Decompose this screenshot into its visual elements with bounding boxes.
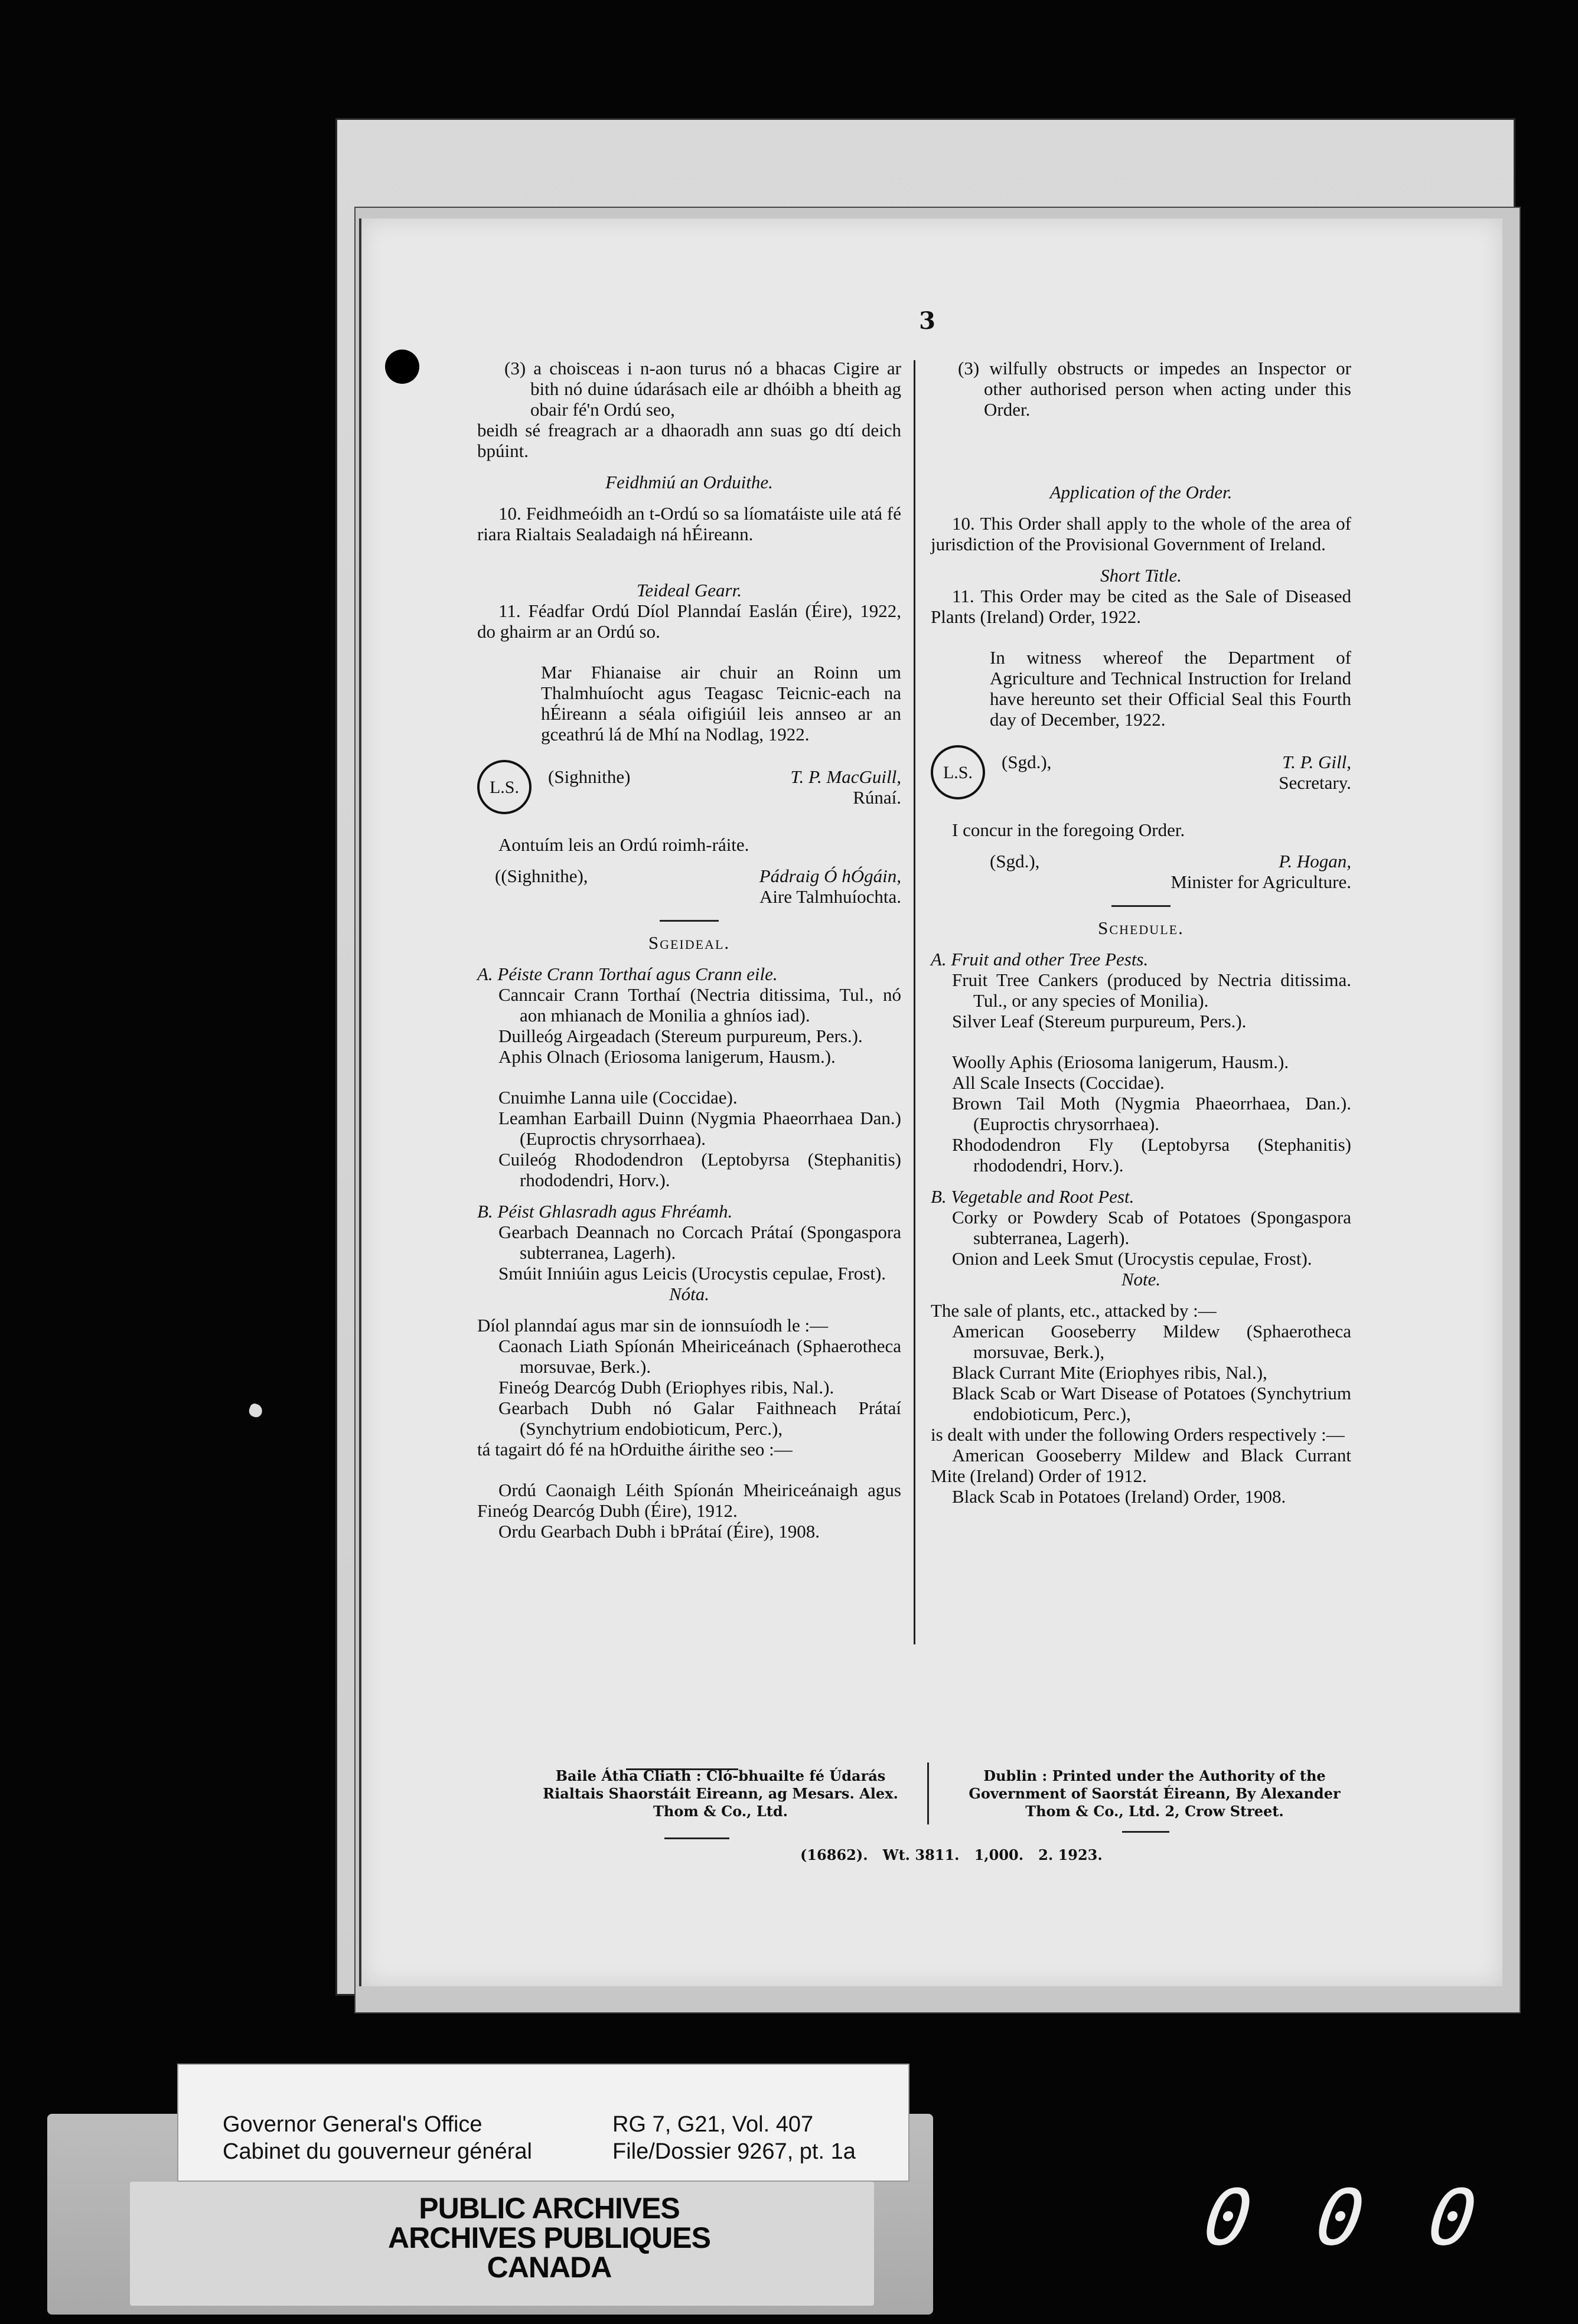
schedule-item: Aphis Olnach (Eriosoma lanigerum, Hausm.). (498, 1046, 836, 1067)
concurrence: I concur in the foregoing Order. (952, 820, 1185, 840)
concurrence-signature (477, 866, 901, 907)
paragraph-10: 10. This Order shall apply to the whole of the area of jurisdiction of the Provisional Government of Ireland. (931, 513, 1351, 554)
concur-signed-label: (Sgd.), (990, 851, 1040, 872)
paragraph-10: 10. Feidhmeóidh an t-Ordú so sa líomatáiste uile atá fé riara Rialtais Sealadaigh ná hÉireann. (477, 503, 901, 544)
heading-application: Application of the Order. (1049, 482, 1233, 502)
note-item: American Gooseberry Mildew (Sphaerotheca morsuvae, Berk.), (952, 1321, 1351, 1362)
archive-stamp-line: ARCHIVES PUBLIQUES (388, 2221, 710, 2254)
schedule-item: Corky or Powdery Scab of Potatoes (Spongaspora subterranea, Lagerh). (952, 1207, 1351, 1248)
imprint-rule-right (1122, 1831, 1169, 1833)
penalty-tail: beidh sé freagrach ar a dhaoradh ann suas go dtí deich bpúint. (477, 420, 901, 461)
office-fr: Cabinet du gouverneur général (223, 2139, 532, 2164)
concur-signed-label: ((Sighnithe), (495, 866, 588, 886)
penalty-item: (3) a choisceas i n-aon turus nó a bhacas Cigire ar bith nó duine údarásach eile ar dhóibh a bheith ag obair fé'n Ordú seo, (504, 358, 901, 420)
minister-title: Aire Talmhuíochta. (759, 886, 901, 907)
minister-title: Minister for Agriculture. (1171, 872, 1351, 892)
concurrence-signature (931, 851, 1351, 892)
heading-application: Feidhmiú an Orduithe. (605, 472, 773, 492)
film-speck (247, 1402, 264, 1419)
office-en: Governor General's Office (223, 2112, 482, 2137)
schedule-item: Brown Tail Moth (Nygmia Phaeorrhaea, Dan.). (Euproctis chrysorrhaea). (952, 1093, 1351, 1134)
paragraph-11: 11. This Order may be cited as the Sale of Diseased Plants (Ireland) Order, 1922. (931, 586, 1351, 627)
print-code: (16862). Wt. 3811. 1,000. 2. 1923. (800, 1846, 1103, 1863)
official-seal: L.S. (477, 760, 532, 814)
separator-rule (1111, 905, 1171, 907)
archive-stamp-line: CANADA (487, 2251, 612, 2284)
archive-stamp (348, 2194, 750, 2282)
seal-signature-row (477, 760, 901, 814)
note-intro: Díol planndaí agus mar sin de ionnsuíodh le :— (477, 1315, 829, 1336)
note-heading: Note. (1121, 1269, 1161, 1290)
note-item: Gearbach Dubh nó Galar Faithneach Prátaí (Synchytrium endobioticum, Perc.), (498, 1398, 901, 1439)
record-group-reference: RG 7, G21, Vol. 407 (612, 2112, 814, 2137)
file-reference: File/Dossier 9267, pt. 1a (612, 2139, 856, 2164)
office-labels (223, 2111, 532, 2165)
schedule-item: Onion and Leek Smut (Urocystis cepulae, Frost). (952, 1248, 1312, 1269)
schedule-item: Smúit Inniúin agus Leicis (Urocystis cepulae, Frost). (498, 1263, 886, 1284)
schedule-item: Leamhan Earbaill Duinn (Nygmia Phaeorrhaea Dan.) (Euproctis chrysorrhaea). (498, 1108, 901, 1149)
page-number: 3 (919, 307, 935, 335)
note-item: Caonach Liath Spíonán Mheiriceánach (Sphaerotheca morsuvae, Berk.). (498, 1336, 901, 1377)
signature (532, 766, 901, 808)
frame-counter-digit: 0 (1423, 2173, 1482, 2263)
schedule-item: All Scale Insects (Coccidae). (952, 1072, 1165, 1093)
signed-label: (Sgd.), (1002, 752, 1052, 772)
note-intro: The sale of plants, etc., attacked by :— (931, 1300, 1217, 1321)
frame-counter-digit: 0 (1198, 2173, 1257, 2263)
note-item: Black Currant Mite (Eriophyes ribis, Nal.), (952, 1362, 1267, 1383)
minister (1171, 851, 1351, 892)
heading-short-title: Short Title. (1100, 565, 1182, 586)
witness-clause: Mar Fhianaise air chuir an Roinn um Thalmhuíocht agus Teagasc Teicnic-each na hÉireann a séala oifigiúil leis annseo ar an gceathrú lá de Mhí na Nodlag, 1922. (541, 662, 901, 745)
imprint-irish: Baile Átha Cliath : Cló-bhuailte fé Údarás Rialtais Shaorstáit Eireann, ag Mesars. Alex. Thom & Co., Ltd. (543, 1767, 898, 1820)
order-reference: American Gooseberry Mildew and Black Currant Mite (Ireland) Order of 1912. (931, 1445, 1351, 1486)
schedule-item: Canncair Crann Torthaí (Nectria ditissima, Tul., nó aon mhianach de Monilia a ghníos iad). (498, 984, 901, 1026)
signatory-name: T. P. Gill, (1282, 752, 1351, 772)
note-item: Black Scab or Wart Disease of Potatoes (Synchytrium endobioticum, Perc.), (952, 1383, 1351, 1424)
seal-signature-row (931, 745, 1351, 799)
order-reference: Ordu Gearbach Dubh i bPrátaí (Éire), 1908. (498, 1521, 820, 1542)
signature (985, 752, 1351, 793)
imprint-english: Dublin : Printed under the Authority of the Government of Saorstát Éireann, By Alexander Thom & Co., Ltd. 2, Crow Street. (969, 1767, 1341, 1820)
signed-label: (Sighnithe) (548, 766, 631, 787)
schedule-section-a: A. Fruit and other Tree Pests. (931, 949, 1149, 970)
note-tail: tá tagairt dó fé na hOrduithe áirithe seo :— (477, 1439, 793, 1460)
schedule-item: Gearbach Deannach no Corcach Prátaí (Spongaspora subterranea, Lagerh). (498, 1222, 901, 1263)
order-reference: Ordú Caonaigh Léith Spíonán Mheiriceánaigh agus Fineóg Dearcóg Dubh (Éire), 1912. (477, 1480, 901, 1521)
archive-stamp-line: PUBLIC ARCHIVES (419, 2192, 680, 2225)
signatory-name: T. P. MacGuill, (790, 766, 901, 787)
english-column (931, 358, 1351, 1507)
minister (759, 866, 901, 907)
official-seal: L.S. (931, 745, 985, 799)
separator-rule (660, 920, 719, 922)
schedule-section-b: B. Péist Ghlasradh agus Fhréamh. (477, 1201, 733, 1222)
schedule-item: Rhododendron Fly (Leptobyrsa (Stephanitis) rhododendri, Horv.). (952, 1134, 1351, 1176)
schedule-item: Cnuimhe Lanna uile (Coccidae). (498, 1087, 738, 1108)
schedule-item: Fruit Tree Cankers (produced by Nectria ditissima. Tul., or any species of Monilia). (952, 970, 1351, 1011)
schedule-item: Silver Leaf (Stereum purpureum, Pers.). (952, 1011, 1247, 1032)
punch-hole (385, 350, 419, 384)
witness-clause: In witness whereof the Department of Agriculture and Technical Instruction for Ireland have hereunto set their Official Seal this Fourth day of December, 1922. (990, 647, 1351, 730)
signatory (1279, 752, 1351, 793)
note-item: Fineóg Dearcóg Dubh (Eriophyes ribis, Nal.). (498, 1377, 834, 1398)
signatory-title: Secretary. (1279, 772, 1351, 793)
schedule-heading: Schedule. (1098, 918, 1184, 938)
minister-name: Pádraig Ó hÓgáin, (759, 866, 901, 886)
schedule-heading: Sgeideal. (648, 932, 731, 953)
minister-name: P. Hogan, (1279, 851, 1351, 872)
order-reference: Black Scab in Potatoes (Ireland) Order, 1908. (952, 1486, 1286, 1507)
reference-labels (612, 2111, 856, 2165)
note-heading: Nóta. (669, 1284, 710, 1304)
archive-label-card (177, 2064, 909, 2182)
note-tail: is dealt with under the following Orders respectively :— (931, 1424, 1345, 1445)
signatory-title: Rúnaí. (853, 787, 901, 808)
imprint-divider (927, 1762, 929, 1824)
schedule-item: Duilleóg Airgeadach (Stereum purpureum, Pers.). (498, 1026, 863, 1046)
column-divider (914, 360, 915, 1644)
schedule-item: Woolly Aphis (Eriosoma lanigerum, Hausm.). (952, 1052, 1289, 1072)
irish-column (477, 358, 901, 1542)
schedule-section-b: B. Vegetable and Root Pest. (931, 1186, 1134, 1207)
schedule-section-a: A. Péiste Crann Torthaí agus Crann eile. (477, 964, 778, 984)
frame-counter-digit: 0 (1310, 2173, 1370, 2263)
imprint-rule-bottom (664, 1837, 729, 1839)
paragraph-11: 11. Féadfar Ordú Díol Planndaí Easlán (Éire), 1922, do ghairm ar an Ordú so. (477, 600, 901, 642)
penalty-item: (3) wilfully obstructs or impedes an Inspector or other authorised person when acting under this Order. (958, 358, 1351, 420)
concurrence: Aontuím leis an Ordú roimh-ráite. (498, 834, 749, 855)
schedule-item: Cuileóg Rhododendron (Leptobyrsa (Stephanitis) rhododendri, Horv.). (498, 1149, 901, 1190)
signatory (791, 766, 901, 808)
heading-short-title: Teideal Gearr. (637, 580, 742, 600)
